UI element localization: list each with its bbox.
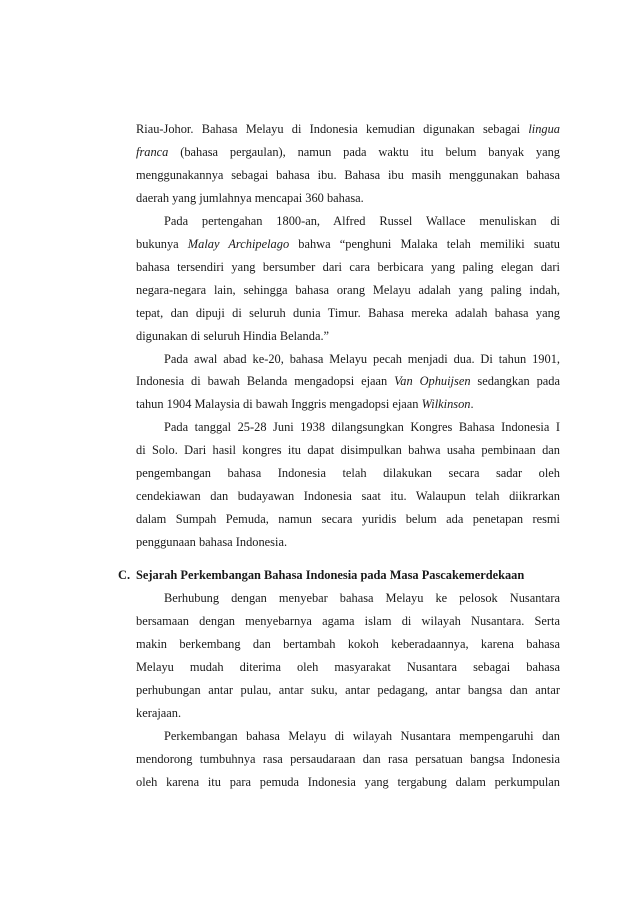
text-line: bukunya Malay Archipelago bahwa “penghuni Malaka telah memiliki suatu	[136, 236, 560, 251]
text-line: Indonesia di bawah Belanda mengadopsi ejaan Van Ophuijsen sedangkan pada	[136, 374, 561, 389]
text-line: Pada pertengahan 1800-an, Alfred Russel Wallace menuliskan di	[164, 213, 560, 228]
text-line: kerajaan.	[136, 705, 182, 720]
text-line: pengembangan bahasa Indonesia telah dilakukan secara sadar oleh	[136, 466, 560, 481]
section-title: Sejarah Perkembangan Bahasa Indonesia pada Masa Pascakemerdekaan	[136, 568, 525, 582]
text-line: bersamaan dengan menyebarnya agama islam di wilayah Nusantara. Serta	[136, 613, 560, 628]
text-line: mendorong tumbuhnya rasa persaudaraan dan rasa persatuan bangsa Indonesia	[136, 751, 560, 766]
text-line: cendekiawan dan budayawan Indonesia saat itu. Walaupun telah diikrarkan	[136, 489, 560, 504]
text-line: Melayu mudah diterima oleh masyarakat Nusantara sebagai bahasa	[136, 659, 560, 674]
body-text-section	[136, 587, 560, 794]
text-line: di Solo. Dari hasil kongres itu dapat disimpulkan bahwa usaha pembinaan dan	[136, 443, 560, 458]
body-text-top	[136, 118, 560, 554]
text-line: digunakan di seluruh Hindia Belanda.”	[136, 328, 330, 343]
section-letter: C.	[118, 568, 131, 582]
text-line: Berhubung dengan menyebar bahasa Melayu ke pelosok Nusantara	[164, 591, 560, 605]
text-line: makin berkembang dan bertambah kokoh keberadaannya, karena bahasa	[136, 636, 560, 651]
text-line: dalam Sumpah Pemuda, namun secara yuridis belum ada penetapan resmi	[136, 512, 560, 527]
text-line: bahasa tersendiri yang bersumber dari cara berbicara yang paling elegan dari	[136, 259, 560, 274]
text-line: tahun 1904 Malaysia di bawah Inggris mengadopsi ejaan Wilkinson.	[136, 397, 474, 412]
text-line: Riau-Johor. Bahasa Melayu di Indonesia kemudian digunakan sebagai lingua	[136, 122, 560, 136]
text-line: daerah yang jumlahnya mencapai 360 bahasa.	[136, 190, 364, 205]
text-line: perhubungan antar pulau, antar suku, antar pedagang, antar bangsa dan antar	[136, 682, 560, 697]
text-line: penggunaan bahasa Indonesia.	[136, 535, 288, 550]
text-line: franca (bahasa pergaulan), namun pada waktu itu belum banyak yang	[136, 144, 560, 159]
text-line: oleh karena itu para pemuda Indonesia yang tergabung dalam perkumpulan	[136, 774, 560, 789]
text-line: Perkembangan bahasa Melayu di wilayah Nusantara mempengaruhi dan	[164, 728, 560, 743]
section-heading	[118, 564, 560, 586]
text-line: tepat, dan dipuji di seluruh dunia Timur. Bahasa mereka adalah bahasa yang	[136, 305, 560, 320]
text-line: negara-negara lain, sehingga bahasa orang Melayu adalah yang paling indah,	[136, 282, 560, 297]
text-line: Pada tanggal 25-28 Juni 1938 dilangsungkan Kongres Bahasa Indonesia I	[164, 420, 560, 435]
text-line: Pada awal abad ke-20, bahasa Melayu pecah menjadi dua. Di tahun 1901,	[164, 351, 560, 366]
text-line: menggunakannya sebagai bahasa ibu. Bahasa ibu masih menggunakan bahasa	[136, 167, 560, 182]
